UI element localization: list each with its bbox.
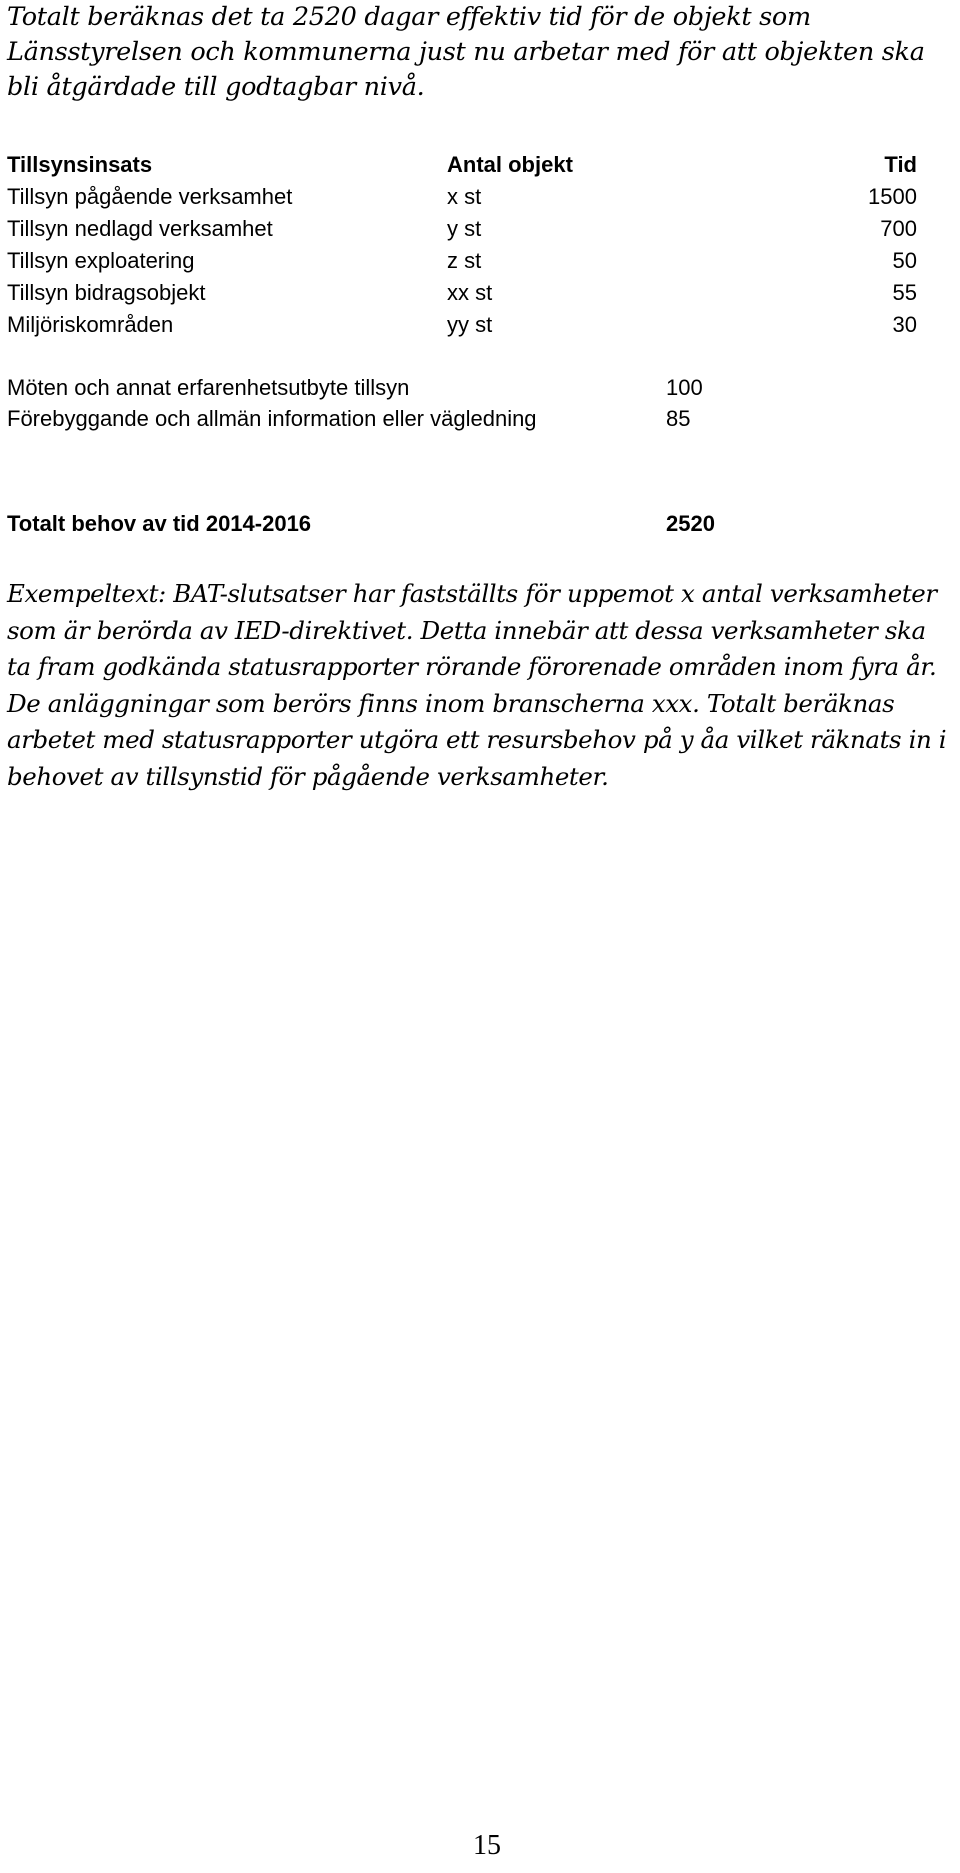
- page-number-text: 15: [473, 1830, 501, 1861]
- extra-row-information: [7, 403, 907, 467]
- total-row: [7, 508, 907, 540]
- table-header-row: [7, 152, 917, 184]
- row-count: z st: [447, 248, 482, 273]
- table-row: [7, 248, 917, 280]
- row-time: 55: [892, 280, 917, 305]
- row-activity: Tillsyn pågående verksamhet: [7, 184, 293, 209]
- row-count: y st: [447, 216, 482, 241]
- header-tillsynsinsats: Tillsynsinsats: [7, 152, 153, 177]
- row-count: xx st: [447, 280, 493, 305]
- table-row: [7, 184, 917, 216]
- table-row: [7, 280, 917, 312]
- table-row: [7, 216, 917, 248]
- row-activity: Tillsyn exploatering: [7, 248, 195, 273]
- table-row: [7, 312, 917, 344]
- row-time: 1500: [868, 184, 917, 209]
- total-value: 2520: [666, 511, 715, 536]
- row-activity: Tillsyn nedlagd verksamhet: [7, 216, 273, 241]
- extra-row-meetings: [7, 372, 907, 404]
- extra-value: 85: [666, 406, 691, 431]
- header-antal-objekt: Antal objekt: [447, 152, 573, 177]
- row-time: 50: [892, 248, 917, 273]
- extra-value: 100: [666, 375, 703, 400]
- example-paragraph: Exempeltext: BAT-slutsatser har fastställts för uppemot x antal verksamheter som är berörda av IED-direktivet. Detta innebär att dessa verksamheter ska ta fram godkända statusrapporter rörande förorenade områden inom fyra år. De anläggningar som berörs finns inom branscherna xxx. Totalt beräknas arbetet med statusrapporter utgöra ett resursbehov på y åa vilket räknats in i behovet av tillsynstid för pågående verksamheter.: [7, 579, 947, 791]
- page-number: [0, 1830, 960, 1862]
- row-count: yy st: [447, 312, 493, 337]
- extra-label: Möten och annat erfarenhetsutbyte tillsyn: [7, 375, 410, 400]
- row-activity: Tillsyn bidragsobjekt: [7, 280, 206, 305]
- intro-paragraph: Totalt beräknas det ta 2520 dagar effektiv tid för de objekt som Länsstyrelsen och kommunerna just nu arbetar med för att objekten ska bli åtgärdade till godtagbar nivå.: [7, 2, 925, 102]
- row-time: 700: [880, 216, 917, 241]
- extra-label: Förebyggande och allmän information eller vägledning: [7, 406, 537, 431]
- total-label: Totalt behov av tid 2014-2016: [7, 511, 312, 536]
- row-time: 30: [892, 312, 917, 337]
- row-activity: Miljöriskområden: [7, 312, 174, 337]
- header-tid: Tid: [884, 152, 917, 177]
- row-count: x st: [447, 184, 482, 209]
